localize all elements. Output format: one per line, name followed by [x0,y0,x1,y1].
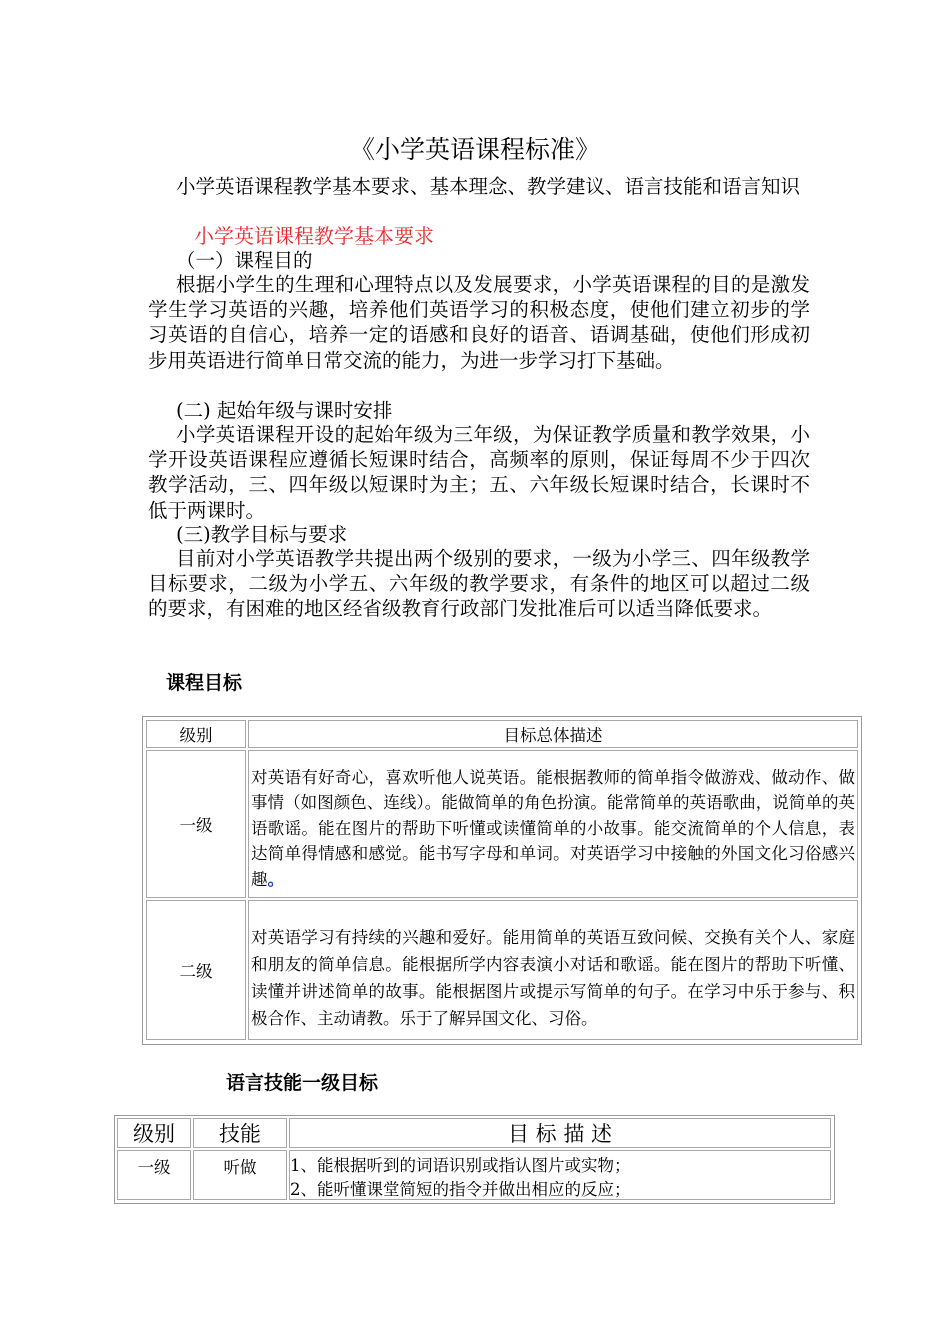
table-row-level-2: 二级 [146,900,246,1040]
table-header-description: 目标总体描述 [248,720,858,748]
section-heading-purpose: （一）课程目的 [176,249,313,272]
section-heading-red: 小学英语课程教学基本要求 [194,224,434,248]
section-heading-grades: (二) 起始年级与课时安排 [176,399,393,422]
grades-paragraph: 小学英语课程开设的起始年级为三年级，为保证教学质量和教学效果，小学开设英语课程应遵循长短课时结合，高频率的原则，保证每周不少于四次教学活动，三、四年级以短课时为主；五、六年级长短课时结合，长课时不低于两课时。 [148,423,810,522]
skills-row-description [289,1150,831,1200]
skills-header-level: 级别 [117,1118,191,1148]
table-row-description-2: 对英语学习有持续的兴趣和爱好。能用简单的英语互致问候、交换有关个人、家庭和朋友的简单信息。能根据所学内容表演小对话和歌谣。能在图片的帮助下听懂、读懂并讲述简单的故事。能根据图片或提示写简单的句子。在学习中乐于参与、积极合作、主动请教。乐于了解异国文化、习俗。 [248,900,858,1040]
skills-header-skill: 技能 [193,1118,287,1148]
table-header-level: 级别 [146,720,246,748]
goals-paragraph: 目前对小学英语教学共提出两个级别的要求，一级为小学三、四年级教学目标要求，二级为小学五、六年级的教学要求，有条件的地区可以超过二级的要求，有困难的地区经省级教育行政部门发批准后可以适当降低要求。 [148,547,810,621]
description-end-mark: 。 [267,869,284,889]
skills-row-skill: 听做 [193,1150,287,1200]
course-goals-heading: 课程目标 [166,672,243,694]
purpose-paragraph: 根据小学生的生理和心理特点以及发展要求，小学英语课程的目的是激发学生学习英语的兴趣，培养他们英语学习的积极态度，使他们建立初步的学习英语的自信心，培养一定的语感和良好的语音、语调基础，使他们形成初步用英语进行简单日常交流的能力，为进一步学习打下基础。 [148,273,810,372]
skills-item-2: 2、能听懂课堂简短的指令并做出相应的反应； [290,1180,631,1199]
course-goals-table [142,716,862,1045]
description-text-1: 对英语有好奇心，喜欢听他人说英语。能根据教师的简单指令做游戏、做动作、做事情（如图颜色、连线）。能做简单的角色扮演。能常简单的英语歌曲，说简单的英语歌谣。能在图片的帮助下听懂或读懂简单的小故事。能交流简单的个人信息，表达简单得情感和感觉。能书写字母和单词。对英语学习中接触的外国文化习俗感兴趣 [251,768,855,889]
skills-item-1: 1、能根据听到的词语识别或指认图片或实物； [290,1156,631,1175]
skills-header-description: 目 标 描 述 [289,1118,831,1148]
document-title: 《小学英语课程标准》 [349,135,600,164]
skills-heading: 语言技能一级目标 [226,1072,379,1094]
skills-table [114,1115,835,1204]
section-heading-goals: (三)教学目标与要求 [176,523,348,546]
intro-paragraph: 小学英语课程教学基本要求、基本理念、教学建议、语言技能和语言知识 [176,175,801,198]
table-row-description-1 [248,750,858,898]
table-row-level-1: 一级 [146,750,246,898]
skills-row-level: 一级 [117,1150,191,1200]
